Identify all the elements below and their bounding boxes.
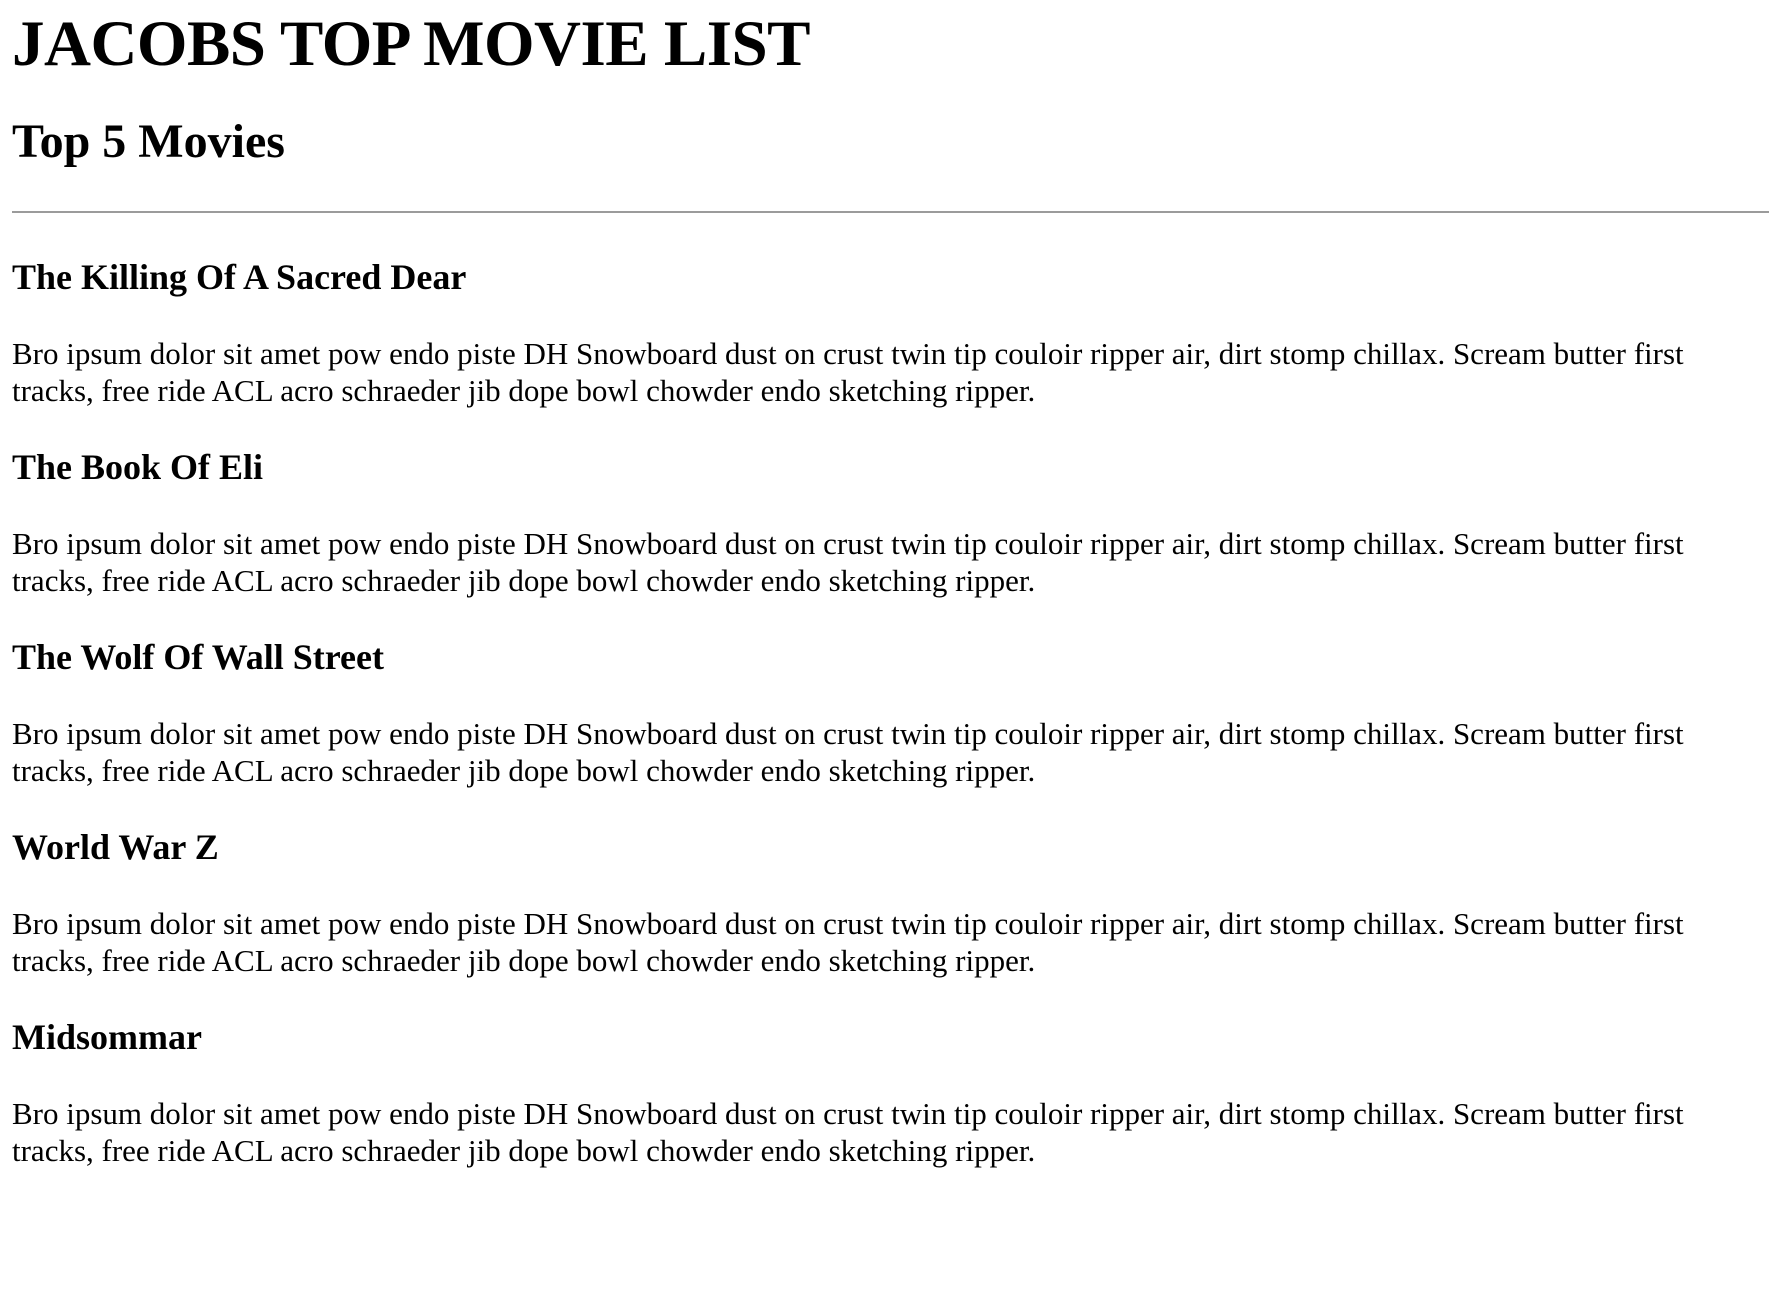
movie-title: Midsommar	[12, 1017, 202, 1057]
movie-item	[12, 635, 1768, 789]
movie-item	[12, 825, 1768, 979]
movie-title: The Killing Of A Sacred Dear	[12, 257, 467, 297]
page-content	[0, 4, 1780, 1169]
page-title: JACOBS TOP MOVIE LIST	[12, 8, 811, 80]
movie-title: World War Z	[12, 827, 219, 867]
movie-description: Bro ipsum dolor sit amet pow endo piste DH Snowboard dust on crust twin tip couloir ripper air, dirt stomp chillax. Scream butter first tracks, free ride ACL acro schraeder jib dope bowl chowder endo sketching ripper.	[12, 526, 1684, 598]
horizontal-divider	[12, 211, 1769, 213]
movie-title: The Wolf Of Wall Street	[12, 637, 385, 677]
movie-description: Bro ipsum dolor sit amet pow endo piste DH Snowboard dust on crust twin tip couloir ripper air, dirt stomp chillax. Scream butter first tracks, free ride ACL acro schraeder jib dope bowl chowder endo sketching ripper.	[12, 1096, 1684, 1168]
movie-item	[12, 445, 1768, 599]
movie-item	[12, 1015, 1768, 1169]
movie-description: Bro ipsum dolor sit amet pow endo piste DH Snowboard dust on crust twin tip couloir ripper air, dirt stomp chillax. Scream butter first tracks, free ride ACL acro schraeder jib dope bowl chowder endo sketching ripper.	[12, 336, 1684, 408]
movie-item	[12, 255, 1768, 409]
movie-description: Bro ipsum dolor sit amet pow endo piste DH Snowboard dust on crust twin tip couloir ripper air, dirt stomp chillax. Scream butter first tracks, free ride ACL acro schraeder jib dope bowl chowder endo sketching ripper.	[12, 716, 1684, 788]
movie-description: Bro ipsum dolor sit amet pow endo piste DH Snowboard dust on crust twin tip couloir ripper air, dirt stomp chillax. Scream butter first tracks, free ride ACL acro schraeder jib dope bowl chowder endo sketching ripper.	[12, 906, 1684, 978]
movie-title: The Book Of Eli	[12, 447, 264, 487]
movie-list	[12, 255, 1768, 1169]
section-title: Top 5 Movies	[12, 115, 285, 168]
